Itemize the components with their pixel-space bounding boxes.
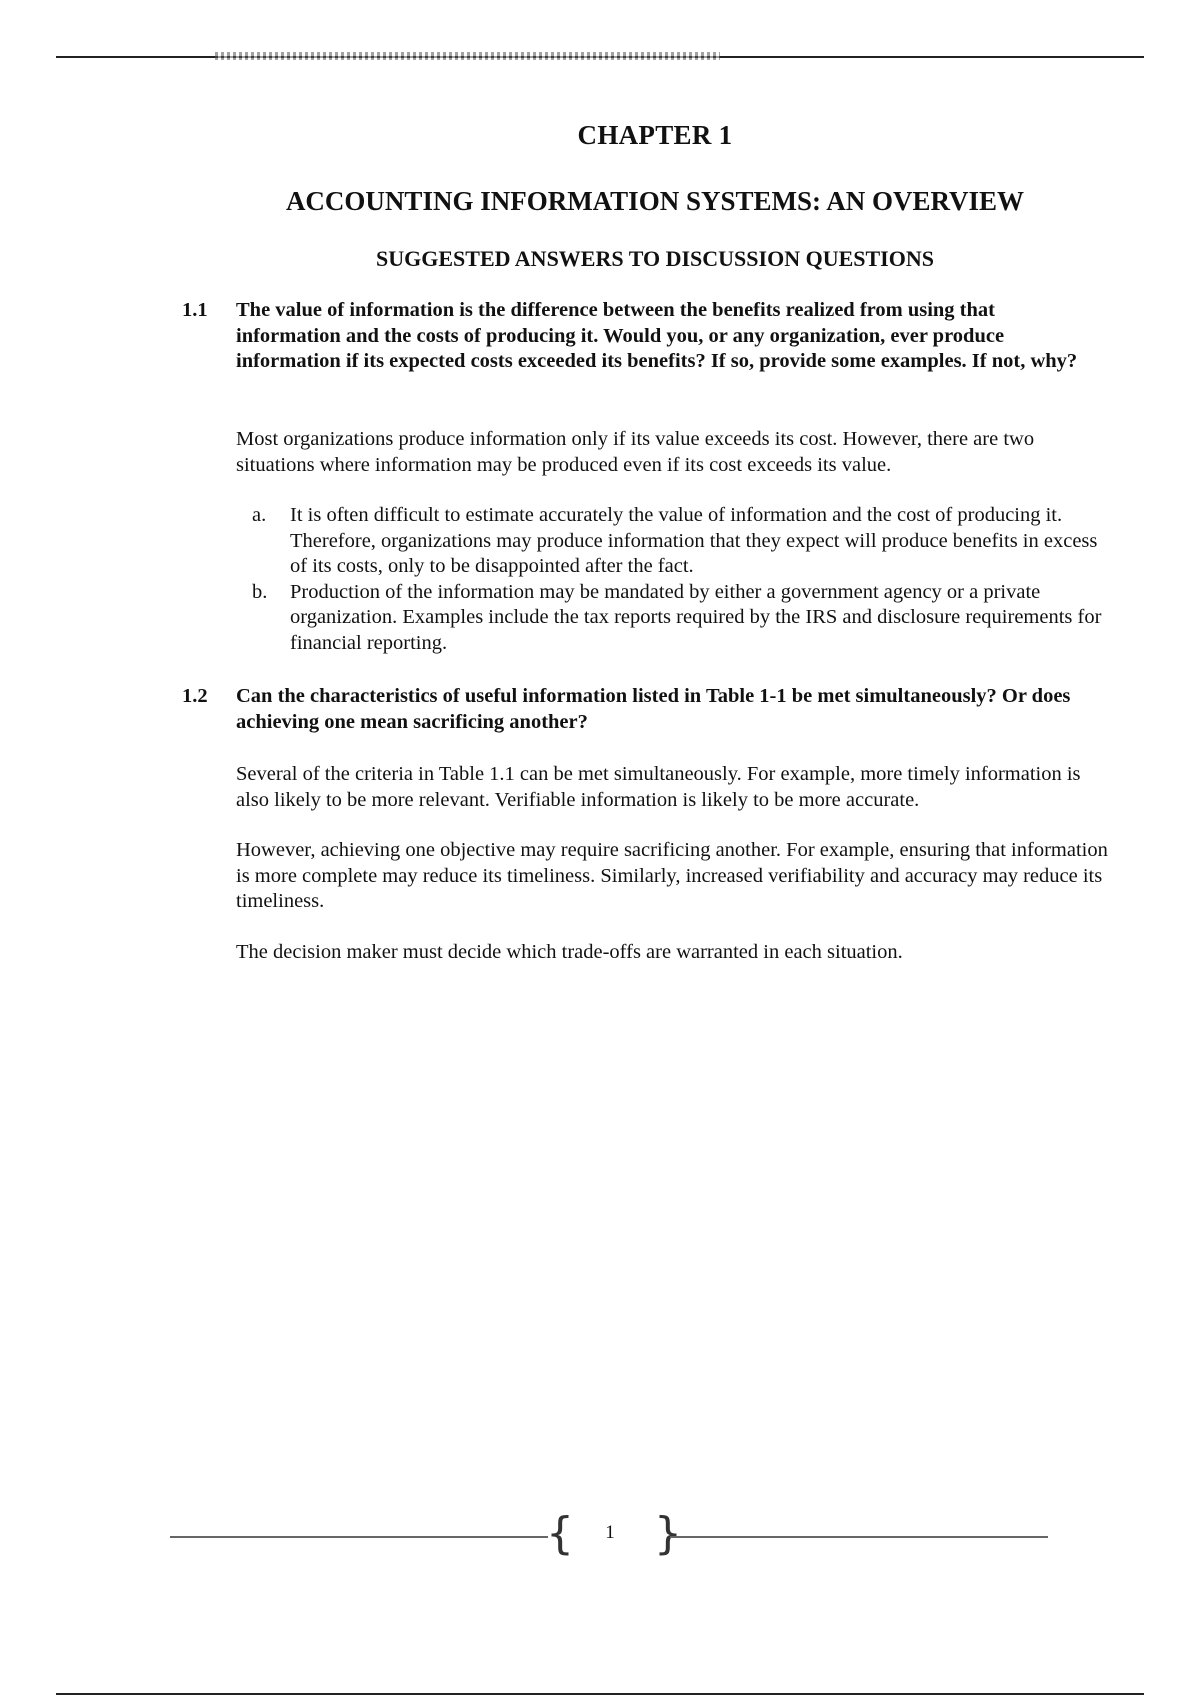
footer-rule-left: [170, 1536, 548, 1538]
list-item: [252, 580, 1118, 657]
question-1-2: [182, 684, 1102, 735]
left-brace-icon: {: [546, 1508, 574, 1559]
list-item-text: It is often difficult to estimate accurately the value of information and the cost of producing it. Therefore, organizations may produce information that they expect will produce benefits in excess of its costs, only to be disappointed after the fact.: [290, 504, 1098, 577]
page-footer: [170, 1510, 1050, 1560]
answer-1-2-paragraph-3: The decision maker must decide which trade-offs are warranted in each situation.: [236, 941, 903, 963]
footer-rule-right: [670, 1536, 1048, 1538]
question-number: 1.1: [182, 299, 208, 321]
chapter-title: ACCOUNTING INFORMATION SYSTEMS: AN OVERVIEW: [285, 186, 1025, 216]
list-item-text: Production of the information may be mandated by either a government agency or a private organization. Examples include the tax reports required by the IRS and disclosure requirements for financial reporting.: [290, 580, 1102, 654]
list-marker: b.: [252, 580, 268, 603]
answer-1-2-paragraph-1: Several of the criteria in Table 1.1 can be met simultaneously. For example, more timely information is also likely to be more relevant. Verifiable information is likely to be more accurate.: [236, 763, 1081, 811]
header-faint-text-strip: [215, 52, 720, 60]
page-number: 1: [605, 1522, 615, 1543]
question-text: The value of information is the difference between the benefits realized from using that information and the costs of producing it. Would you, or any organization, ever produce information if its expected costs exceeded its benefits? If so, provide some examples. If not, why?: [236, 299, 1078, 372]
chapter-heading: CHAPTER 1: [577, 120, 733, 150]
section-subtitle: SUGGESTED ANSWERS TO DISCUSSION QUESTIONS: [376, 246, 934, 271]
answer-1-2-paragraph-2: However, achieving one objective may require sacrificing another. For example, ensuring that information is more complete may reduce its timeliness. Similarly, increased verifiability and accuracy may reduce its timeliness.: [236, 839, 1108, 912]
list-marker: a.: [252, 504, 267, 526]
list-item: [252, 503, 1118, 580]
question-number: 1.2: [182, 685, 208, 707]
answer-1-1-list: [252, 503, 1118, 656]
bottom-rule: [56, 1693, 1144, 1695]
question-text: Can the characteristics of useful information listed in Table 1-1 be met simultaneously? Or does achieving one mean sacrificing another?: [236, 685, 1071, 733]
right-brace-icon: }: [654, 1508, 682, 1559]
answer-1-1-intro: Most organizations produce information only if its value exceeds its cost. However, there are two situations where information may be produced even if its cost exceeds its value.: [236, 428, 1035, 476]
question-1-1: [182, 298, 1102, 375]
